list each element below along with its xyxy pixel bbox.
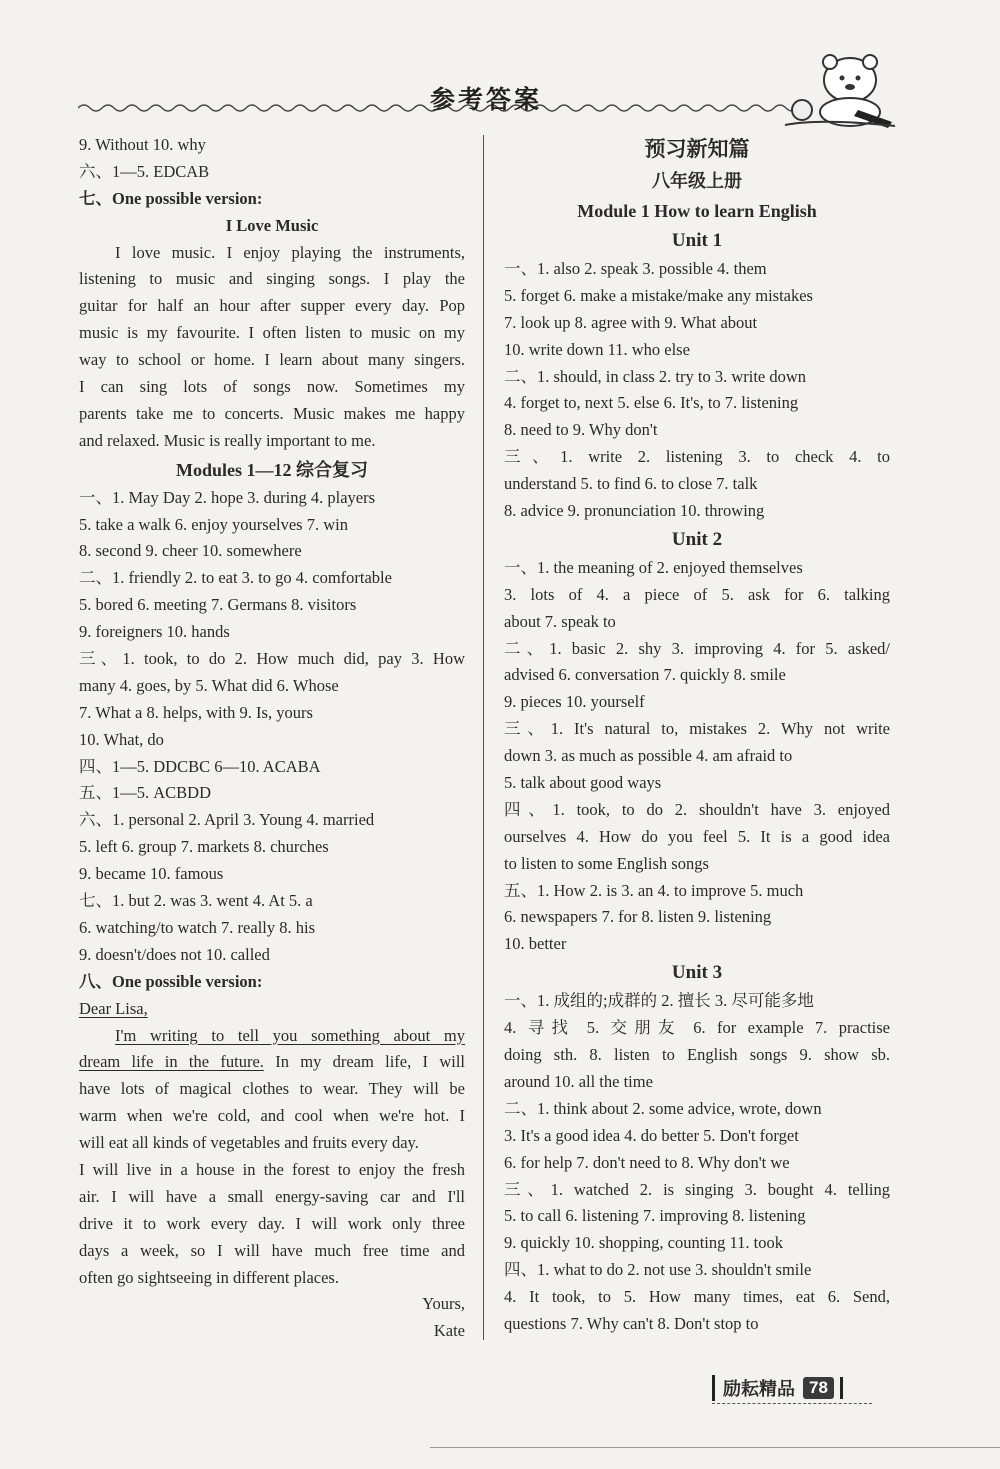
left-line: Modules 1—12 综合复习 [175, 459, 368, 480]
left-line: way to school or home. I learn about many singers. [79, 350, 465, 370]
left-line: I will live in a house in the forest to enjoy the fresh [79, 1159, 465, 1179]
page-footer [712, 1373, 843, 1403]
right-column [504, 132, 890, 1338]
left-line: 七、One possible version: [79, 188, 263, 208]
right-line: ourselves 4. How do you feel 5. It is a good idea [504, 826, 890, 846]
left-line: 9. doesn't/does not 10. called [79, 944, 270, 964]
left-line: parents take me to concerts. Music makes me happy [79, 403, 465, 423]
left-line: 六、1. personal 2. April 3. Young 4. married [79, 810, 375, 830]
right-line: 二、1. basic 2. shy 3. improving 4. for 5. asked/ [504, 638, 890, 658]
left-line: 10. What, do [79, 729, 164, 749]
left-line: 9. Without 10. why [79, 135, 206, 154]
right-line: 二、1. think about 2. some advice, wrote, down [504, 1098, 822, 1118]
left-line: Dear Lisa, [79, 998, 148, 1018]
right-line: about 7. speak to [504, 611, 616, 631]
right-line: 8. need to 9. Why don't [504, 420, 658, 440]
left-line: 四、1—5. DDCBC 6—10. ACABA [79, 756, 321, 776]
left-line: many 4. goes, by 5. What did 6. Whose [79, 675, 339, 695]
right-line: doing sth. 8. listen to English songs 9. show sb. [504, 1045, 890, 1065]
left-line: music is my favourite. I often listen to music on my [79, 323, 465, 343]
right-line: to listen to some English songs [504, 853, 709, 873]
left-line: 9. foreigners 10. hands [79, 622, 230, 642]
right-line: Unit 2 [671, 528, 723, 550]
left-line: will eat all kinds of vegetables and fruits every day. [79, 1133, 419, 1153]
right-line: 5. forget 6. make a mistake/make any mistakes [504, 285, 813, 305]
right-line: 6. for help 7. don't need to 8. Why don't we [504, 1152, 790, 1172]
left-line: Yours, [422, 1294, 465, 1314]
left-line: and relaxed. Music is really important to me. [79, 430, 376, 450]
right-line: 4. 寻找 5. 交朋友 6. for example 7. practise [504, 1018, 890, 1038]
left-line: have lots of magical clothes to wear. They will be [79, 1079, 465, 1099]
left-line: listening to music and singing songs. I play the [79, 269, 465, 289]
left-line: 七、1. but 2. was 3. went 4. At 5. a [79, 891, 313, 911]
right-line: 8. advice 9. pronunciation 10. throwing [504, 501, 765, 521]
left-line: 一、1. May Day 2. hope 3. during 4. players [79, 487, 376, 507]
right-line: 五、1. How 2. is 3. an 4. to improve 5. much [504, 880, 804, 900]
right-line: 一、1. also 2. speak 3. possible 4. them [504, 259, 767, 278]
right-line: 9. pieces 10. yourself [504, 692, 645, 712]
left-line: warm when we're cold, and cool when we're hot. I [79, 1106, 465, 1126]
left-line: often go sightseeing in different places. [79, 1267, 339, 1287]
left-line: I love music. I enjoy playing the instruments, [115, 242, 465, 262]
right-line: Unit 3 [671, 962, 723, 984]
right-line: Module 1 How to learn English [577, 201, 817, 221]
column-divider [483, 135, 484, 1340]
left-line: I'm writing to tell you something about my [115, 1025, 465, 1045]
left-line: 5. take a walk 6. enjoy yourselves 7. win [79, 514, 348, 534]
bear-mascot-icon [780, 50, 900, 130]
right-line: 一、1. 成组的;成群的 2. 擅长 3. 尽可能多地 [504, 991, 814, 1011]
right-line: 3. It's a good idea 4. do better 5. Don't forget [504, 1125, 799, 1145]
right-line: Unit 1 [671, 230, 723, 251]
right-line: questions 7. Why can't 8. Don't stop to [504, 1313, 759, 1333]
right-line: 10. write down 11. who else [504, 339, 690, 359]
right-line: 7. look up 8. agree with 9. What about [504, 312, 758, 332]
left-line: 八、One possible version: [79, 971, 263, 991]
bottom-rule [430, 1447, 1000, 1448]
left-line: 二、1. friendly 2. to eat 3. to go 4. comfortable [79, 568, 392, 588]
brand-label: 励耘精品 [712, 1375, 803, 1401]
left-line: days a week, so I will have much free time and [79, 1240, 465, 1260]
page-number: 78 [803, 1377, 834, 1399]
page-title: 参考答案 [430, 85, 543, 114]
right-line: advised 6. conversation 7. quickly 8. smile [504, 665, 786, 685]
left-line: 六、1—5. EDCAB [79, 161, 210, 181]
right-line: 6. newspapers 7. for 8. listen 9. listening [504, 907, 772, 927]
left-line: 5. left 6. group 7. markets 8. churches [79, 837, 329, 857]
right-line: 四、1. took, to do 2. shouldn't have 3. enjoyed [504, 799, 890, 819]
left-line: 5. bored 6. meeting 7. Germans 8. visitors [79, 595, 357, 615]
right-line: 10. better [504, 934, 567, 954]
right-line: 一、1. the meaning of 2. enjoyed themselves [504, 557, 803, 577]
left-line: 7. What a 8. helps, with 9. Is, yours [79, 702, 313, 722]
right-line: 三、1. write 2. listening 3. to check 4. to [504, 447, 890, 467]
right-line: 3. lots of 4. a piece of 5. ask for 6. talking [504, 584, 890, 604]
right-line: 5. to call 6. listening 7. improving 8. listening [504, 1206, 806, 1226]
right-line: 9. quickly 10. shopping, counting 11. took [504, 1233, 783, 1253]
left-line: drive it to work every day. I will work only three [79, 1213, 465, 1233]
right-line: understand 5. to find 6. to close 7. talk [504, 474, 758, 494]
footer-dashed-rule [712, 1403, 872, 1404]
right-line: 二、1. should, in class 2. try to 3. write down [504, 366, 807, 386]
left-line: 三、1. took, to do 2. How much did, pay 3. How [79, 649, 465, 669]
left-line: I Love Music [225, 215, 319, 235]
right-line: down 3. as much as possible 4. am afraid to [504, 746, 793, 766]
right-line: 三、1. It's natural to, mistakes 2. Why not write [504, 719, 890, 739]
right-line: 5. talk about good ways [504, 773, 662, 793]
page-number-bar [840, 1377, 843, 1399]
left-line: air. I will have a small energy-saving car and I'll [79, 1186, 465, 1206]
left-line: guitar for half an hour after supper every day. Pop [79, 296, 465, 316]
left-column [79, 132, 465, 1345]
right-line: 预习新知篇 [644, 136, 750, 161]
right-line: 八年级上册 [652, 171, 742, 191]
underlined-phrase: dream life in the future. [79, 1052, 264, 1072]
right-line: 4. It took, to 5. How many times, eat 6. Send, [504, 1287, 890, 1307]
left-line: dream life in the future. In my dream life, I will [79, 1052, 465, 1072]
right-line: 三、1. watched 2. is singing 3. bought 4. telling [504, 1179, 890, 1199]
left-line: Kate [433, 1321, 465, 1341]
left-line: 五、1—5. ACBDD [79, 783, 212, 803]
page-header [0, 0, 1000, 130]
right-line: around 10. all the time [504, 1071, 653, 1091]
left-line: 6. watching/to watch 7. really 8. his [79, 917, 315, 937]
right-line: 4. forget to, next 5. else 6. It's, to 7. listening [504, 393, 799, 413]
left-line: 8. second 9. cheer 10. somewhere [79, 541, 302, 561]
right-line: 四、1. what to do 2. not use 3. shouldn't smile [504, 1260, 812, 1280]
left-line: I can sing lots of songs now. Sometimes my [79, 377, 465, 397]
left-line: 9. became 10. famous [79, 864, 224, 884]
